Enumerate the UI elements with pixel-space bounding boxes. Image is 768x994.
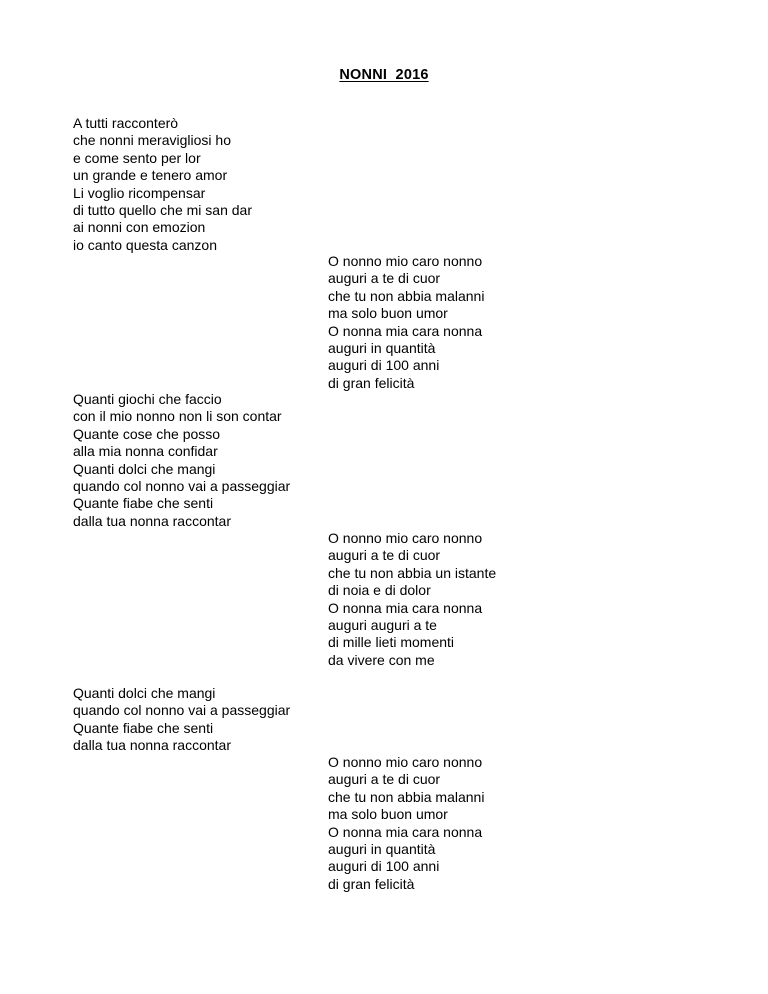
poem-line: ma solo buon umor — [328, 806, 448, 823]
poem-line: di mille lieti momenti — [328, 634, 455, 651]
poem-line: che tu non abbia un istante — [328, 564, 497, 581]
poem-line: di gran felicità — [328, 374, 415, 391]
poem-line: Quanti giochi che faccio — [73, 391, 222, 407]
poem-line: alla mia nonna confidar — [73, 443, 218, 460]
poem-line: da vivere con me — [328, 651, 435, 668]
poem-line: Quanti dolci che mangi — [73, 685, 216, 701]
poem-line: Li voglio ricompensar — [73, 184, 206, 201]
poem-line: Quante fiabe che senti — [73, 495, 214, 512]
stanza-verse-3 — [73, 685, 290, 755]
stanza-chorus-1 — [328, 253, 484, 392]
poem-line: ai nonni con emozion — [73, 219, 206, 236]
poem-line: O nonno mio caro nonno — [328, 530, 483, 546]
document-title: NONNI 2016 — [339, 67, 429, 83]
poem-line: di gran felicità — [328, 875, 415, 892]
poem-line: e come sento per lor — [73, 149, 201, 166]
poem-line: auguri a te di cuor — [328, 771, 441, 788]
poem-line: O nonna mia cara nonna — [328, 599, 483, 616]
poem-line: con il mio nonno non li son contar — [73, 408, 282, 425]
stanza-verse-1 — [73, 115, 252, 254]
poem-line: Quanti dolci che mangi — [73, 460, 216, 477]
poem-line: di noia e di dolor — [328, 582, 431, 599]
poem-line: quando col nonno vai a passeggiar — [73, 477, 291, 494]
poem-line: io canto questa canzon — [73, 236, 217, 253]
stanza-chorus-2 — [328, 530, 496, 669]
poem-line: che tu non abbia malanni — [328, 287, 485, 304]
poem-line: Quante fiabe che senti — [73, 719, 214, 736]
poem-line: auguri auguri a te — [328, 616, 437, 633]
poem-line: auguri in quantità — [328, 840, 436, 857]
stanza-chorus-3 — [328, 754, 484, 893]
poem-line: che nonni meravigliosi ho — [73, 132, 231, 149]
poem-line: quando col nonno vai a passeggiar — [73, 702, 291, 719]
stanza-verse-2 — [73, 391, 290, 530]
poem-line: auguri a te di cuor — [328, 270, 441, 287]
poem-line: che tu non abbia malanni — [328, 788, 485, 805]
poem-line: dalla tua nonna raccontar — [73, 737, 231, 754]
poem-line: O nonna mia cara nonna — [328, 322, 483, 339]
poem-line: di tutto quello che mi san dar — [73, 201, 252, 218]
poem-line: Quante cose che posso — [73, 425, 221, 442]
poem-line: A tutti racconterò — [73, 115, 179, 131]
poem-line: dalla tua nonna raccontar — [73, 512, 231, 529]
poem-line: auguri di 100 anni — [328, 858, 440, 875]
poem-line: auguri in quantità — [328, 339, 436, 356]
poem-line: un grande e tenero amor — [73, 167, 228, 184]
poem-line: auguri di 100 anni — [328, 357, 440, 374]
poem-line: ma solo buon umor — [328, 305, 448, 322]
poem-line: auguri a te di cuor — [328, 547, 441, 564]
poem-line: O nonna mia cara nonna — [328, 823, 483, 840]
poem-line: O nonno mio caro nonno — [328, 253, 483, 269]
poem-line: O nonno mio caro nonno — [328, 754, 483, 770]
